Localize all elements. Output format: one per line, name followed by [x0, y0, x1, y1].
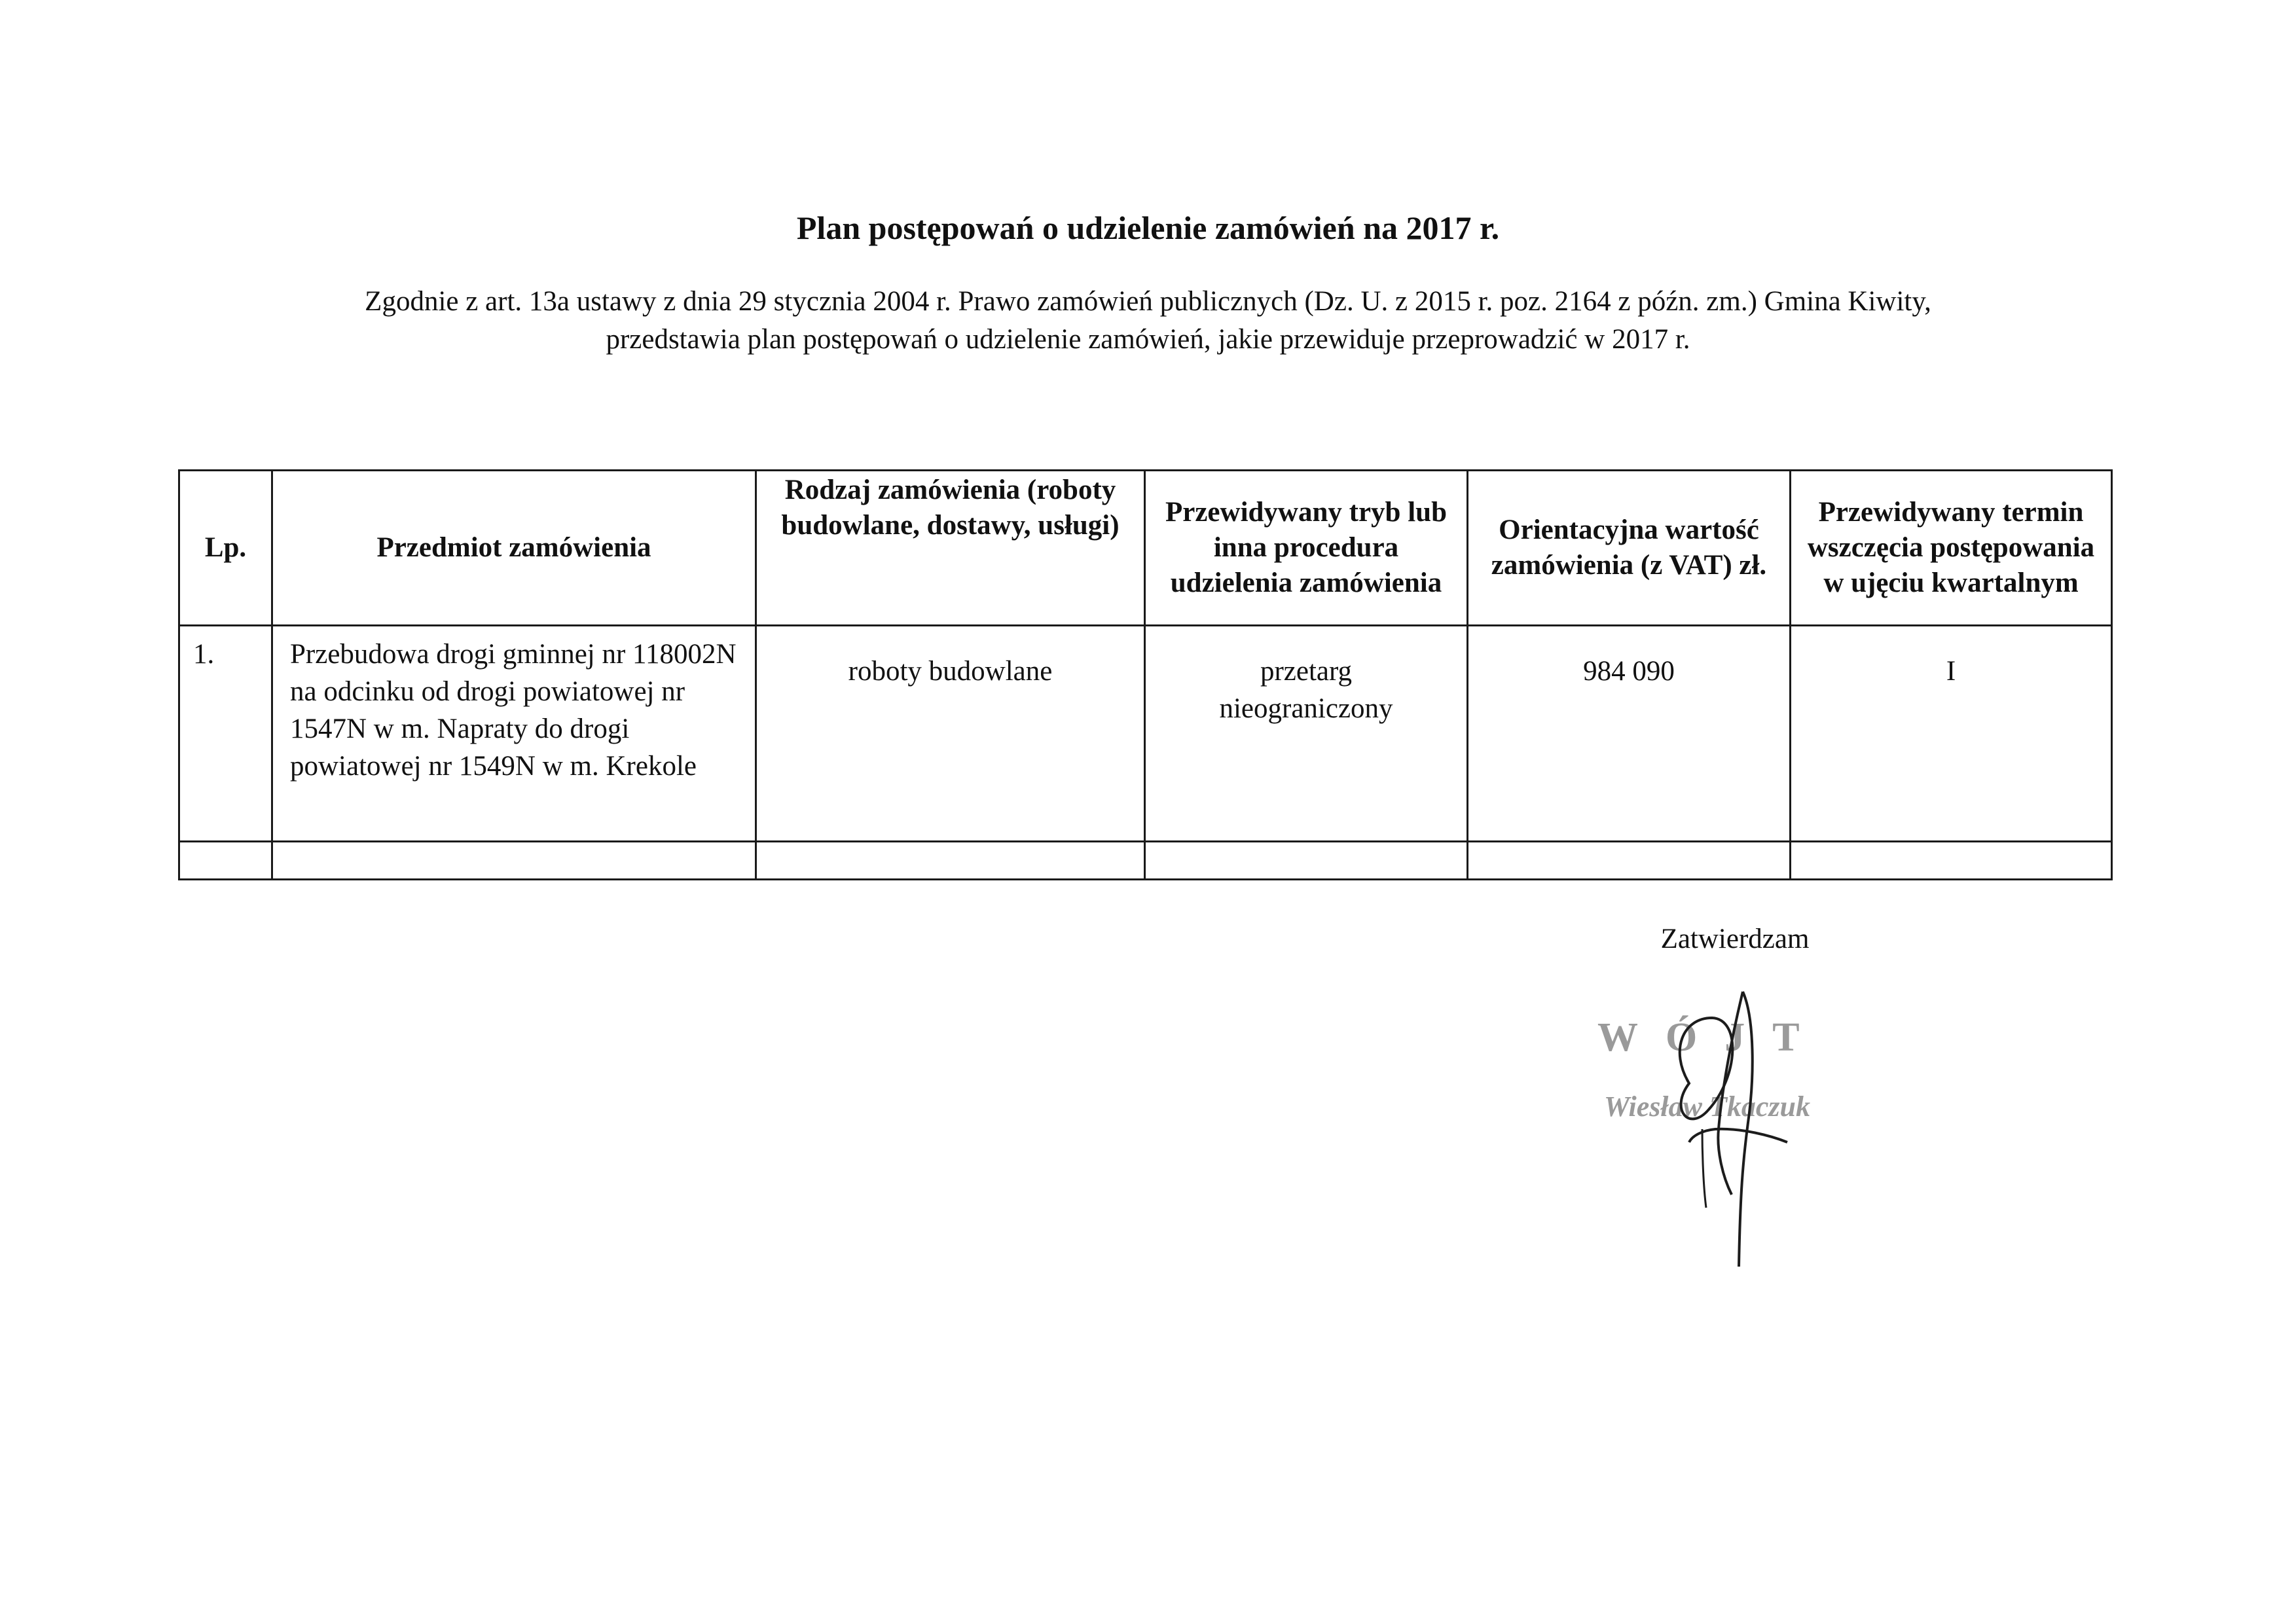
intro-line-2: przedstawia plan postępowań o udzielenie zamówień, jakie przewiduje przeprowadzić w 2017 r.: [606, 324, 1690, 355]
cell-type: roboty budowlane: [756, 626, 1145, 842]
cell-value: 984 090: [1468, 626, 1791, 842]
stamp-title: WÓJT: [1597, 1015, 1827, 1060]
empty-cell: [756, 842, 1145, 880]
approval-label: Zatwierdzam: [1660, 924, 1810, 954]
table-row-empty: [179, 842, 2112, 880]
intro-line-1: Zgodnie z art. 13a ustawy z dnia 29 stycznia 2004 r. Prawo zamówień publicznych (Dz. U. z 2015 r. poz. 2164 z późn. zm.) Gmina Kiwity,: [365, 286, 1931, 317]
header-term: Przewidywany termin wszczęcia postępowania w ujęciu kwartalnym: [1791, 471, 2112, 626]
stamp-name: Wiesław Tkaczuk: [1604, 1091, 1810, 1123]
empty-cell: [1145, 842, 1468, 880]
table-header-row: [179, 471, 2112, 626]
document-title: Plan postępowań o udzielenie zamówień na 2017 r.: [796, 209, 1500, 246]
header-procedure: Przewidywany tryb lub inna procedura udzielenia zamówienia: [1145, 471, 1468, 626]
cell-lp: 1.: [179, 626, 272, 842]
empty-cell: [1468, 842, 1791, 880]
cell-procedure: przetarg nieograniczony: [1145, 626, 1468, 842]
procurement-plan-table: [178, 469, 2113, 880]
header-value: Orientacyjna wartość zamówienia (z VAT) zł.: [1468, 471, 1791, 626]
empty-cell: [272, 842, 756, 880]
empty-cell: [1791, 842, 2112, 880]
official-stamp: [1591, 979, 1918, 1267]
header-subject: Przedmiot zamówienia: [272, 471, 756, 626]
intro-text: [196, 283, 2100, 359]
header-lp: Lp.: [179, 471, 272, 626]
header-type: Rodzaj zamówienia (roboty budowlane, dostawy, usługi): [756, 471, 1145, 626]
empty-cell: [179, 842, 272, 880]
cell-term: I: [1791, 626, 2112, 842]
handwritten-signature: [1591, 979, 1918, 1267]
cell-subject: Przebudowa drogi gminnej nr 118002N na odcinku od drogi powiatowej nr 1547N w m. Napraty do drogi powiatowej nr 1549N w m. Krekole: [272, 626, 756, 842]
table-row: [179, 626, 2112, 842]
